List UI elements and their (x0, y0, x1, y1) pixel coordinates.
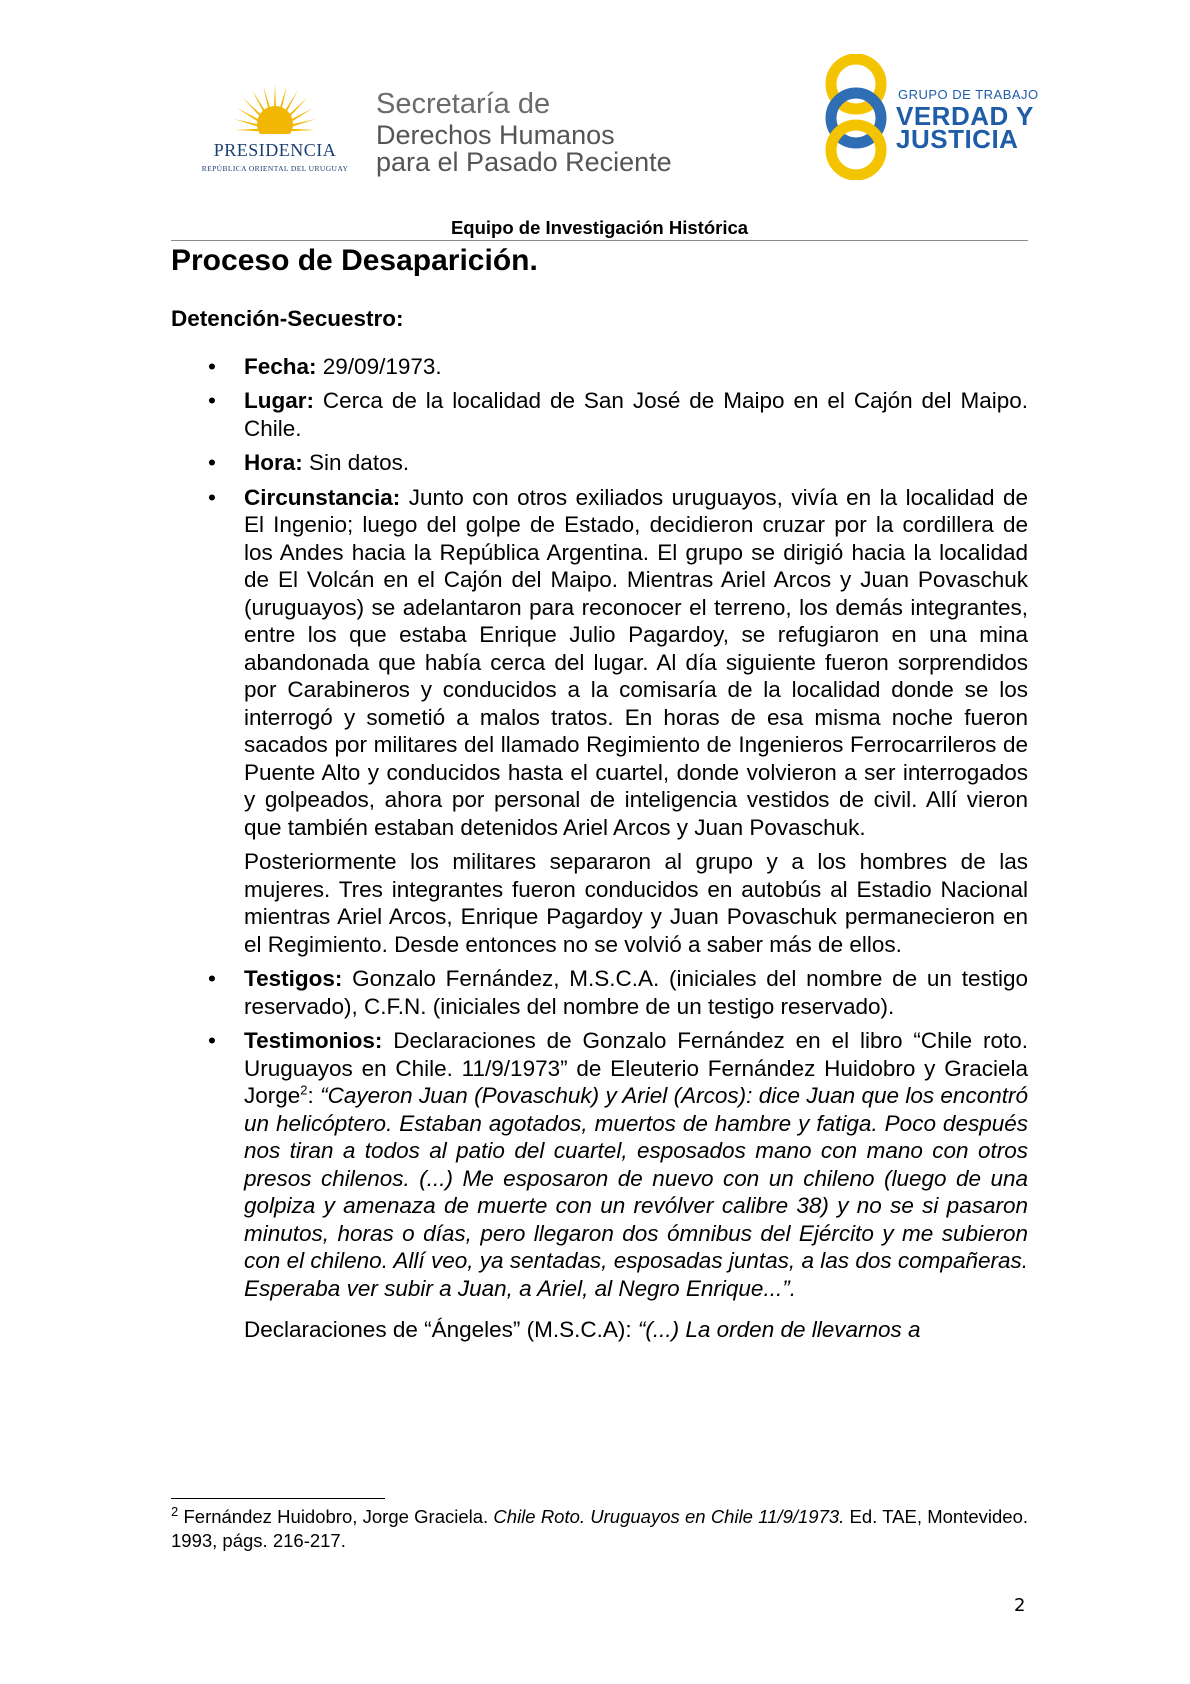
presidencia-logo (196, 82, 354, 182)
grupo-justicia-label: JUSTICIA (896, 124, 1019, 154)
list-item-testigos (171, 965, 1028, 1020)
interlocked-rings-icon (818, 54, 894, 180)
footnote-ref[interactable]: 2 (300, 1082, 308, 1098)
sun-emblem-icon (196, 82, 354, 142)
footnote-book: Chile Roto. Uruguayos en Chile 11/9/1973. (493, 1506, 845, 1527)
item-label: Lugar: (244, 388, 314, 413)
presidencia-name: PRESIDENCIA (213, 140, 337, 160)
team-title: Equipo de Investigación Histórica (450, 217, 749, 238)
item-label: Circunstancia: (244, 484, 401, 510)
item-text: 29/09/1973. (316, 353, 442, 379)
list-item-lugar (171, 387, 1028, 442)
list-item-hora (171, 449, 1028, 477)
presidencia-subtitle: REPÚBLICA ORIENTAL DEL URUGUAY (201, 164, 349, 173)
grupo-small-label: GRUPO DE TRABAJO (898, 87, 1039, 102)
list-item-testimonios (171, 1027, 1028, 1302)
item-label: Testimonios: (244, 1028, 383, 1053)
testimony-quote: “Cayeron Juan (Povaschuk) y Ariel (Arcos): dice Juan que los encontró un helicóptero. Estaban agotados, muertos de hambre y fatiga. Poco después nos tiran a todos al patio del cuartel, esposados mano con mano con otros presos chilenos. (...) Me esposaron de nuevo con un chileno (luego de una golpiza y amenaza de muerte con un revólver calibre 38) y no se si pasaron minutos, horas o días, pero llegaron dos ómnibus del Ejército y me subieron con el chileno. Allí veo, ya sentadas, esposadas juntas, a las dos compañeras. Esperaba ver subir a Juan, a Ariel, al Negro Enrique...”. (244, 1083, 1028, 1301)
footnote (171, 1505, 1028, 1553)
grupo-verdad-label: VERDAD Y (896, 101, 1034, 131)
secretaria-line-3: para el Pasado Reciente (376, 147, 672, 177)
list-item-fecha (171, 353, 1028, 381)
item-text: Cerca de la localidad de San José de Maipo en el Cajón del Maipo. Chile. (244, 388, 1028, 441)
declaraciones-quote: “(...) La orden de llevarnos a (637, 1317, 921, 1342)
item-paragraph-2: Posteriormente los militares separaron al grupo y a los hombres de las mujeres. Tres integrantes fueron conducidos en autobús al Estadio Nacional mientras Ariel Arcos, Enrique Pagardoy y Juan Povaschuk permanecieron en el Regimiento. Desde entonces no se volvió a saber más de ellos. (244, 849, 1028, 957)
item-text: Declaraciones de Gonzalo Fernández en el libro “Chile roto. Uruguayos en Chile. 11/9/1973” de Eleuterio Fernández Huidobro y Graciela Jorge (244, 1028, 1028, 1108)
page-header (0, 0, 1190, 220)
footnote-number: 2 (171, 1503, 179, 1519)
secretaria-line-2: Derechos Humanos (376, 120, 615, 150)
bullet-icon: • (208, 450, 216, 475)
detail-list (171, 353, 1028, 1303)
item-text: Junto con otros exiliados uruguayos, vivía en la localidad de El Ingenio; luego del golpe de Estado, decidieron cruzar por la cordillera de los Andes hacia la República Argentina. El grupo se dirigió hacia la localidad de El Volcán en el Cajón del Maipo. Mientras Ariel Arcos y Juan Povaschuk (uruguayos) se adelantaron para reconocer el terreno, los demás integrantes, entre los que estaba Enrique Julio Pagardoy, se refugiaron en una mina abandonada que había cerca del lugar. Al día siguiente fueron sorprendidos por Carabineros y conducidos a la comisaría de la localidad donde se los interrogó y sometió a malos tratos. En horas de esa misma noche fueron sacados por militares del llamado Regimiento de Ingenieros Ferrocarrileros de Puente Alto y conducidos hasta el cuartel, donde volvieron a ser interrogados y golpeados, ahora por personal de inteligencia vestidos de civil. Allí vieron que también estaban detenidos Ariel Arcos y Juan Povaschuk. (244, 484, 1028, 840)
bullet-icon: • (208, 353, 216, 379)
declaraciones-text: Declaraciones de “Ángeles” (M.S.C.A): (244, 1317, 638, 1342)
document-title: Proceso de Desaparición. (171, 244, 538, 277)
footnote-authors: Fernández Huidobro, Jorge Graciela. (178, 1506, 494, 1527)
item-label: Fecha: (244, 353, 317, 379)
item-text: Sin datos. (302, 450, 410, 475)
bullet-icon: • (208, 388, 216, 413)
footnote-divider (171, 1498, 385, 1499)
bullet-icon: • (208, 484, 216, 510)
document-body (171, 239, 1028, 1366)
bullet-icon: • (208, 966, 216, 991)
item-text: Gonzalo Fernández, M.S.C.A. (iniciales del nombre de un testigo reservado), C.F.N. (iniciales del nombre de un testigo reservado). (244, 966, 1028, 1019)
section-heading: Detención-Secuestro: (171, 306, 404, 331)
footnote-rest: Ed. TAE, Montevideo. 1993, págs. 216-217. (171, 1506, 1028, 1551)
secretaria-line-1: Secretaría de (376, 88, 551, 120)
declaraciones-paragraph (171, 1316, 1028, 1344)
bullet-icon: • (208, 1028, 216, 1053)
page-number: 2 (1014, 1595, 1026, 1616)
list-item-circunstancia (171, 484, 1028, 959)
item-label: Testigos: (244, 966, 343, 991)
item-colon: : (307, 1083, 321, 1108)
item-label: Hora: (244, 450, 303, 475)
